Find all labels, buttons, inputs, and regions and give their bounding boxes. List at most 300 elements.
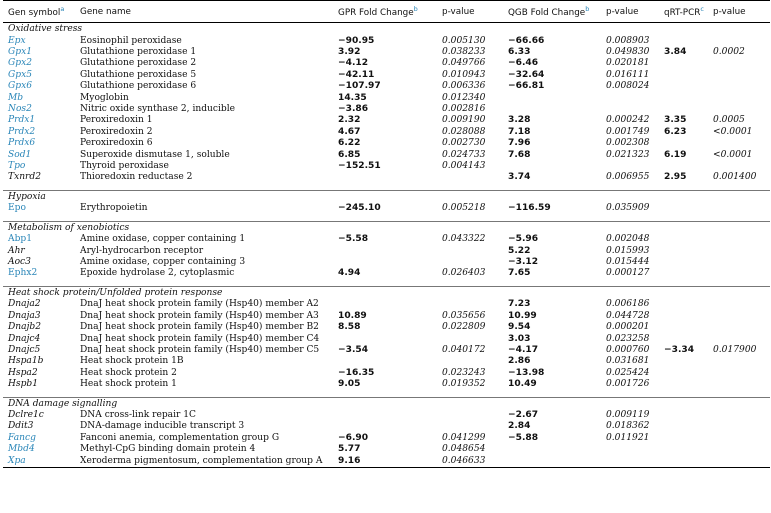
qgb-fold-change: 7.96 [508, 138, 531, 149]
qrt-pcr-value [659, 421, 708, 432]
table-row [3, 334, 770, 345]
qgb-fold-change: 7.68 [508, 149, 531, 160]
table-row [3, 234, 770, 245]
gpr-fold-change [333, 299, 437, 310]
gpr-p-value [437, 246, 503, 257]
footnote-marker[interactable]: b [585, 5, 590, 14]
qgb-p-value: 0.006955 [606, 172, 650, 183]
gene-name: Myoglobin [80, 92, 129, 103]
qgb-p-value [601, 444, 659, 455]
gpr-p-value: 0.038233 [442, 46, 486, 57]
table-header [3, 1, 770, 23]
table-row [3, 456, 770, 468]
gene-name: Amine oxidase, copper containing 3 [80, 257, 246, 267]
qgb-fold-change: −66.66 [508, 35, 545, 46]
qrt-pcr-value [659, 58, 708, 69]
qrt-pcr-value [659, 311, 708, 322]
header-qrt-p-label: p-value [713, 6, 746, 17]
gene-name: Fanconi anemia, complementation group G [80, 432, 280, 443]
qgb-fold-change: −2.67 [508, 410, 539, 421]
gene-name: Aryl-hydrocarbon receptor [80, 245, 204, 256]
qgb-fold-change: −4.17 [508, 344, 539, 355]
gpr-p-value [437, 410, 503, 421]
gpr-fold-change: −152.51 [338, 160, 381, 171]
gpr-fold-change [333, 257, 437, 268]
gene-symbol[interactable]: Gpx6 [8, 81, 32, 92]
header-qrt-p-value [708, 1, 770, 23]
section-title: Heat shock protein/Unfolded protein response [3, 286, 770, 299]
gpr-p-value: 0.012340 [442, 92, 486, 103]
gpr-p-value: 0.035656 [442, 310, 486, 321]
gene-name: Glutathione peroxidase 1 [80, 46, 197, 57]
gene-symbol: Hspb1 [8, 379, 39, 390]
header-gpr-p-value [437, 1, 503, 23]
qrt-p-value [708, 93, 770, 104]
qgb-fold-change: −5.96 [508, 234, 539, 245]
qrt-p-value [708, 311, 770, 322]
qgb-fold-change: 2.84 [508, 421, 531, 432]
qrt-p-value: 0.0002 [713, 46, 745, 57]
qrt-pcr-value [659, 379, 708, 390]
gene-name: DnaJ heat shock protein family (Hsp40) member C5 [80, 344, 320, 355]
qgb-fold-change: 10.49 [508, 379, 537, 390]
gpr-p-value: 0.024733 [442, 149, 486, 160]
footnote-marker[interactable]: b [413, 5, 418, 14]
qrt-pcr-value: 2.95 [664, 172, 687, 183]
table-row [3, 81, 770, 92]
table-row [3, 246, 770, 257]
gene-name: Heat shock protein 1B [80, 356, 184, 367]
qrt-pcr-value [659, 246, 708, 257]
table-row [3, 433, 770, 444]
qrt-pcr-value: 3.35 [664, 115, 687, 126]
qgb-fold-change [503, 104, 601, 115]
qgb-fold-change: −13.98 [508, 367, 545, 378]
gene-symbol: Dnajc4 [8, 333, 41, 344]
qrt-p-value [708, 70, 770, 81]
gene-symbol[interactable]: Ephx2 [8, 268, 38, 279]
gpr-fold-change: −107.97 [338, 81, 381, 92]
gene-name: Heat shock protein 1 [80, 379, 177, 390]
qgb-fold-change: 7.18 [508, 126, 531, 137]
gpr-fold-change: −16.35 [338, 367, 375, 378]
gene-name: Glutathione peroxidase 5 [80, 69, 197, 80]
qgb-fold-change [503, 456, 601, 468]
qgb-fold-change: 3.74 [508, 172, 531, 183]
gene-name: Erythropoietin [80, 203, 148, 214]
gene-name: Peroxiredoxin 1 [80, 115, 153, 126]
gpr-p-value: 0.048654 [442, 444, 486, 455]
gpr-fold-change: 4.67 [338, 126, 361, 137]
gene-name: Peroxiredoxin 2 [80, 126, 153, 137]
gene-name: Peroxiredoxin 6 [80, 138, 153, 149]
gene-name: Methyl-CpG binding domain protein 4 [80, 444, 256, 455]
gpr-fold-change: 5.77 [338, 444, 361, 455]
gpr-fold-change: 6.22 [338, 138, 361, 149]
gene-name: Heat shock protein 2 [80, 367, 177, 378]
qgb-p-value: 0.021323 [606, 149, 650, 160]
gpr-p-value [437, 356, 503, 367]
qgb-p-value: 0.049830 [606, 46, 650, 57]
gpr-p-value [437, 334, 503, 345]
header-qrt-pcr [659, 1, 708, 23]
gpr-p-value: 0.005130 [442, 35, 486, 46]
section-title: Metabolism of xenobiotics [3, 221, 770, 234]
gpr-fold-change: 10.89 [338, 310, 367, 321]
table-row [3, 127, 770, 138]
gpr-fold-change: −90.95 [338, 35, 375, 46]
qrt-p-value [708, 138, 770, 149]
header-gene-name [75, 1, 333, 23]
gene-name: Glutathione peroxidase 2 [80, 58, 197, 69]
gene-name: Xeroderma pigmentosum, complementation group A [75, 456, 333, 468]
gene-symbol[interactable]: Gpx5 [8, 69, 32, 80]
qrt-pcr-value [659, 257, 708, 268]
table-row [3, 104, 770, 115]
qgb-p-value: 0.000201 [606, 322, 650, 333]
qrt-p-value: 0.017900 [713, 344, 757, 355]
qrt-p-value [708, 36, 770, 47]
gpr-p-value: 0.004143 [442, 160, 486, 171]
gene-symbol: Aoc3 [8, 257, 31, 267]
qrt-pcr-value [659, 234, 708, 245]
header-gen-symbol [3, 1, 75, 23]
table-row [3, 444, 770, 455]
qrt-p-value [708, 257, 770, 268]
qrt-p-value [708, 368, 770, 379]
gpr-p-value: 0.010943 [442, 69, 486, 80]
gene-name: Superoxide dismutase 1, soluble [80, 149, 230, 160]
qrt-pcr-value [659, 161, 708, 172]
section-header-row [3, 397, 770, 410]
qgb-fold-change: 3.03 [508, 333, 531, 344]
gene-name: Eosinophil peroxidase [80, 35, 182, 46]
qgb-p-value [601, 161, 659, 172]
table-row [3, 172, 770, 183]
gene-name: DnaJ heat shock protein family (Hsp40) member A3 [80, 310, 319, 321]
qgb-fold-change: 5.22 [508, 245, 531, 256]
qrt-pcr-value: 3.84 [664, 46, 687, 57]
gpr-p-value: 0.005218 [442, 203, 486, 214]
gene-symbol[interactable]: Prdx2 [8, 126, 36, 137]
qrt-pcr-value [659, 93, 708, 104]
table-row [3, 47, 770, 58]
table-row [3, 161, 770, 172]
qrt-pcr-value [659, 433, 708, 444]
gene-symbol[interactable]: Nos2 [8, 103, 32, 114]
qrt-p-value [708, 299, 770, 310]
gpr-fold-change [333, 410, 437, 421]
table-row [3, 299, 770, 310]
qgb-fold-change: 2.86 [508, 356, 531, 367]
qgb-p-value: 0.000242 [606, 115, 650, 126]
header-qrt-label: qRT-PCR [664, 7, 701, 18]
qrt-p-value: <0.0001 [713, 149, 753, 160]
gene-symbol[interactable]: Mb [8, 92, 24, 103]
header-gpr-fold-change [333, 1, 437, 23]
table-row [3, 421, 770, 432]
gene-symbol: Dnajc5 [8, 344, 41, 355]
qrt-pcr-value [659, 203, 708, 214]
table-row [3, 356, 770, 367]
section-title: DNA damage signalling [3, 397, 770, 410]
gene-expression-table [3, 0, 770, 468]
qrt-p-value [708, 356, 770, 367]
qrt-pcr-value [659, 334, 708, 345]
qrt-p-value [708, 456, 770, 468]
qgb-p-value: 0.031681 [606, 356, 650, 367]
qrt-p-value [708, 58, 770, 69]
qrt-p-value: <0.0001 [713, 126, 753, 137]
footnote-marker[interactable]: a [60, 5, 65, 14]
qgb-p-value: 0.020181 [606, 58, 650, 69]
gpr-p-value: 0.046633 [437, 456, 503, 468]
gpr-fold-change [333, 421, 437, 432]
gene-symbol[interactable]: Prdx6 [8, 138, 36, 149]
gpr-fold-change: −42.11 [338, 69, 375, 80]
gpr-fold-change: −4.12 [338, 58, 369, 69]
gpr-fold-change [333, 356, 437, 367]
gene-symbol[interactable]: Fancg [8, 432, 36, 443]
qgb-p-value: 0.035909 [606, 203, 650, 214]
qrt-p-value [708, 334, 770, 345]
gpr-fold-change: 9.05 [338, 379, 361, 390]
gpr-fold-change: 6.85 [338, 149, 361, 160]
table-row [3, 257, 770, 268]
section-title: Oxidative stress [8, 24, 83, 34]
qrt-p-value [708, 203, 770, 214]
qgb-p-value: 0.015993 [606, 245, 650, 256]
qgb-p-value: 0.000127 [606, 268, 650, 279]
qrt-p-value [708, 246, 770, 257]
qrt-pcr-value: 6.23 [664, 126, 687, 137]
gpr-fold-change: −6.90 [338, 432, 369, 443]
gene-symbol[interactable]: Mbd4 [8, 444, 35, 455]
qrt-pcr-value [659, 36, 708, 47]
qgb-fold-change: −116.59 [508, 203, 551, 214]
gpr-p-value: 0.043322 [442, 234, 486, 245]
gpr-fold-change: 8.58 [338, 322, 361, 333]
gpr-p-value: 0.049766 [442, 58, 486, 69]
header-qgb-p-label: p-value [606, 6, 639, 17]
qgb-fold-change: 6.33 [508, 46, 531, 57]
qgb-p-value: 0.023258 [606, 333, 650, 344]
gene-name: Glutathione peroxidase 6 [80, 81, 197, 92]
gene-symbol[interactable]: Gpx2 [8, 58, 32, 69]
qrt-pcr-value [659, 456, 708, 468]
header-qgb-p-value [601, 1, 659, 23]
footnote-marker[interactable]: c [700, 5, 704, 14]
qrt-p-value [708, 234, 770, 245]
qrt-pcr-value [659, 268, 708, 279]
qgb-p-value: 0.008024 [606, 81, 650, 92]
gpr-fold-change: −3.86 [338, 103, 369, 114]
qrt-p-value [708, 379, 770, 390]
qrt-pcr-value [659, 444, 708, 455]
gene-name: Amine oxidase, copper containing 1 [80, 234, 246, 245]
qrt-p-value [708, 433, 770, 444]
qgb-fold-change: 10.99 [508, 310, 537, 321]
qgb-fold-change: −32.64 [508, 69, 545, 80]
gpr-p-value: 0.040172 [442, 344, 486, 355]
gpr-fold-change: −3.54 [338, 344, 369, 355]
gene-name: Thyroid peroxidase [80, 160, 169, 171]
gpr-p-value: 0.026403 [442, 268, 486, 279]
table-row [3, 203, 770, 214]
qgb-fold-change: 9.54 [508, 322, 531, 333]
qgb-fold-change [503, 444, 601, 455]
qgb-p-value: 0.011921 [606, 432, 650, 443]
qgb-p-value: 0.001726 [606, 379, 650, 390]
qgb-p-value: 0.044728 [606, 310, 650, 321]
qrt-p-value [708, 104, 770, 115]
gene-symbol[interactable]: Epo [8, 203, 26, 214]
gene-name: DnaJ heat shock protein family (Hsp40) member B2 [80, 322, 319, 333]
qrt-pcr-value [659, 138, 708, 149]
gene-symbol: Dnaja2 [8, 299, 41, 310]
qgb-fold-change: 3.28 [508, 115, 531, 126]
section-header-row [3, 286, 770, 299]
header-gene-name-label: Gene name [80, 6, 131, 17]
gpr-fold-change: 9.16 [333, 456, 437, 468]
qrt-p-value [708, 421, 770, 432]
table-row [3, 150, 770, 161]
qgb-fold-change [503, 161, 601, 172]
qrt-p-value [708, 268, 770, 279]
qgb-p-value: 0.000760 [606, 344, 650, 355]
header-qgb-label: QGB Fold Change [508, 7, 586, 18]
table-row [3, 311, 770, 322]
qgb-p-value [601, 456, 659, 468]
gene-symbol: Dclre1c [8, 410, 44, 421]
gpr-p-value: 0.022809 [442, 322, 486, 333]
table-row [3, 268, 770, 279]
gpr-fold-change: 4.94 [338, 268, 361, 279]
gene-name: DNA cross-link repair 1C [80, 410, 196, 421]
qrt-p-value: 0.001400 [713, 172, 757, 183]
gpr-p-value [437, 257, 503, 268]
qrt-pcr-value [659, 322, 708, 333]
table-row [3, 93, 770, 104]
table-row [3, 138, 770, 149]
qgb-p-value: 0.009119 [606, 410, 650, 421]
qrt-pcr-value [659, 368, 708, 379]
table-row [3, 58, 770, 69]
gpr-p-value [437, 421, 503, 432]
gpr-p-value: 0.006336 [442, 81, 486, 92]
qgb-fold-change: −66.81 [508, 81, 545, 92]
gene-name: DnaJ heat shock protein family (Hsp40) member C4 [80, 333, 320, 344]
qrt-pcr-value [659, 356, 708, 367]
qrt-p-value [708, 161, 770, 172]
qrt-pcr-value [659, 81, 708, 92]
header-gpr-p-label: p-value [442, 6, 475, 17]
gene-symbol[interactable]: Prdx1 [8, 115, 36, 126]
qgb-p-value: 0.001749 [606, 126, 650, 137]
qgb-p-value: 0.018362 [606, 421, 650, 432]
table-row [3, 36, 770, 47]
gene-symbol: Hspa2 [8, 367, 38, 378]
header-row [3, 1, 770, 23]
qrt-p-value [708, 444, 770, 455]
qgb-fold-change: −6.46 [508, 58, 539, 69]
gpr-fold-change: 3.92 [338, 46, 361, 57]
gene-symbol[interactable]: Abp1 [8, 234, 32, 245]
gpr-p-value: 0.023243 [442, 367, 486, 378]
qrt-pcr-value [659, 410, 708, 421]
table-row [3, 322, 770, 333]
gene-symbol: Hspa1b [8, 356, 44, 367]
qgb-p-value: 0.002308 [606, 138, 650, 149]
qgb-fold-change: −5.88 [508, 432, 539, 443]
gene-symbol: Dnajb2 [8, 322, 41, 333]
gene-symbol[interactable]: Xpa [3, 456, 75, 468]
gpr-p-value: 0.019352 [442, 379, 486, 390]
qgb-fold-change: 7.65 [508, 268, 531, 279]
qgb-p-value: 0.002048 [606, 234, 650, 245]
gene-symbol: Ddit3 [8, 421, 34, 432]
qrt-p-value [708, 81, 770, 92]
qgb-p-value [601, 104, 659, 115]
gpr-fold-change: −245.10 [338, 203, 381, 214]
table-row [3, 70, 770, 81]
table-row [3, 410, 770, 421]
gpr-p-value: 0.041299 [442, 432, 486, 443]
qrt-pcr-value [659, 104, 708, 115]
qgb-p-value: 0.006186 [606, 299, 650, 310]
qrt-pcr-value: 6.19 [664, 149, 687, 160]
gene-symbol[interactable]: Epx [8, 35, 26, 46]
section-title: Hypoxia [3, 190, 770, 203]
gpr-p-value: 0.028088 [442, 126, 486, 137]
qgb-fold-change: 7.23 [508, 299, 531, 310]
gene-symbol[interactable]: Gpx1 [8, 46, 32, 57]
qgb-p-value: 0.008903 [606, 35, 650, 46]
gene-symbol: Dnaja3 [8, 310, 41, 321]
gpr-p-value: 0.009190 [442, 115, 486, 126]
gpr-fold-change [333, 246, 437, 257]
gene-symbol: Txnrd2 [8, 172, 42, 183]
gene-symbol[interactable]: Sod1 [8, 149, 32, 160]
qrt-p-value: 0.0005 [713, 115, 745, 126]
gene-name: DnaJ heat shock protein family (Hsp40) member A2 [80, 299, 319, 310]
qgb-fold-change [503, 93, 601, 104]
gene-name: DNA-damage inducible transcript 3 [80, 421, 245, 432]
qgb-p-value [601, 93, 659, 104]
gene-name: Epoxide hydrolase 2, cytoplasmic [80, 268, 235, 279]
header-gpr-label: GPR Fold Change [338, 7, 414, 18]
qrt-pcr-value: −3.34 [664, 344, 695, 355]
gpr-fold-change [333, 334, 437, 345]
gpr-fold-change [333, 172, 437, 183]
gene-name: Nitric oxide synthase 2, inducible [80, 103, 236, 114]
gene-name: Thioredoxin reductase 2 [80, 172, 193, 183]
qgb-p-value: 0.025424 [606, 367, 650, 378]
gpr-p-value: 0.002816 [442, 103, 486, 114]
section-header-row [3, 23, 770, 36]
qrt-pcr-value [659, 70, 708, 81]
gpr-p-value: 0.002730 [442, 138, 486, 149]
gene-symbol: Ahr [8, 245, 25, 256]
table-body [3, 23, 770, 468]
gene-symbol[interactable]: Tpo [8, 160, 26, 171]
qrt-pcr-value [659, 299, 708, 310]
section-header-row [3, 221, 770, 234]
header-qgb-fold-change [503, 1, 601, 23]
table-row [3, 115, 770, 126]
qrt-p-value [708, 410, 770, 421]
gpr-p-value [437, 299, 503, 310]
